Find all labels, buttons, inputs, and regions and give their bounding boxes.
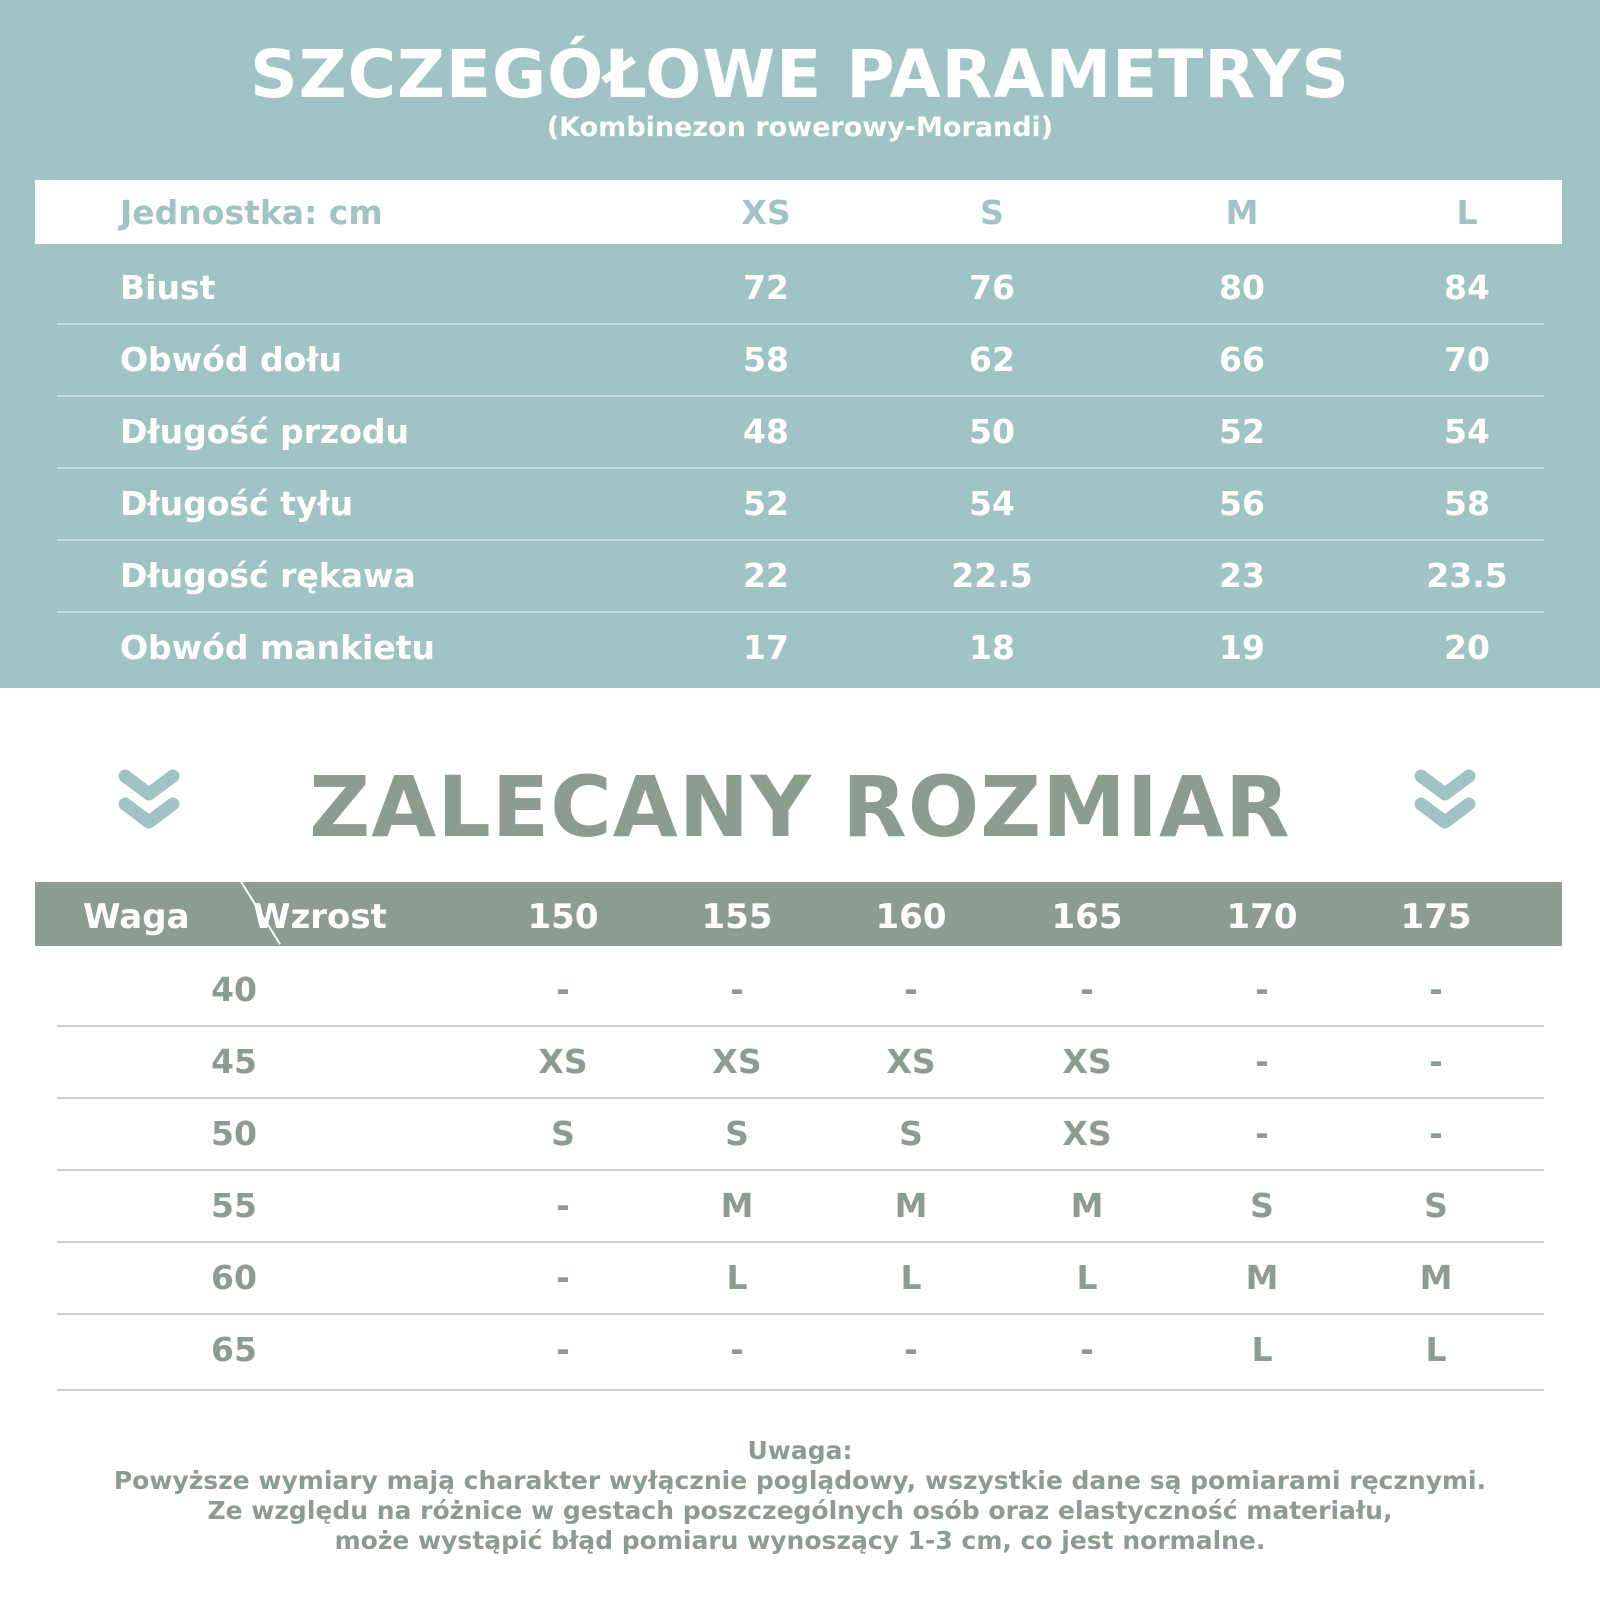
recommend-table-header [35,882,1562,946]
spec-row-label: Długość tyłu [120,484,354,523]
size-cell: - [556,1258,570,1297]
spec-value-cell: 54 [1444,412,1490,451]
size-cell: L [900,1258,922,1297]
size-cell: - [1255,1042,1269,1081]
unit-label: Jednostka: cm [120,193,383,232]
spec-value-cell: 22 [743,556,789,595]
size-cell: - [904,970,918,1009]
spec-row-label: Długość przodu [120,412,410,451]
height-header-175: 175 [1400,897,1472,937]
height-header-160: 160 [875,897,947,937]
size-cell: - [1429,1114,1443,1153]
size-cell: - [1429,970,1443,1009]
size-cell: L [726,1258,748,1297]
size-cell: S [899,1114,923,1153]
weight-cell: 65 [211,1330,257,1369]
size-cell: XS [886,1042,936,1081]
recommend-row [0,1170,1600,1242]
size-cell: XS [1062,1114,1112,1153]
spec-subtitle: (Kombinezon rowerowy-Morandi) [546,112,1054,143]
spec-row [0,612,1600,684]
size-cell: M [1245,1258,1279,1297]
spec-row [0,252,1600,324]
weight-label: Waga [83,897,190,937]
recommend-row [0,1026,1600,1098]
size-cell: L [1425,1330,1447,1369]
size-cell: - [1429,1042,1443,1081]
size-cell: M [720,1186,754,1225]
spec-value-cell: 52 [743,484,789,523]
spec-value-cell: 17 [743,628,789,667]
spec-row-label: Obwód mankietu [120,628,435,667]
spec-value-cell: 56 [1219,484,1265,523]
row-divider [57,1389,1544,1391]
spec-value-cell: 70 [1444,340,1490,379]
size-cell: - [1255,970,1269,1009]
size-cell: L [1076,1258,1098,1297]
size-cell: - [1255,1114,1269,1153]
height-header-170: 170 [1226,897,1298,937]
recommend-row [0,1098,1600,1170]
height-header-165: 165 [1051,897,1123,937]
spec-value-cell: 58 [1444,484,1490,523]
note [0,1436,1600,1556]
weight-cell: 60 [211,1258,257,1297]
spec-value-cell: 18 [969,628,1015,667]
height-header-150: 150 [527,897,599,937]
height-header-155: 155 [701,897,773,937]
spec-value-cell: 48 [743,412,789,451]
note-line-1: Powyższe wymiary mają charakter wyłącznie poglądowy, wszystkie dane są pomiarami ręcznymi. [113,1466,1487,1495]
spec-row [0,468,1600,540]
size-header-s: S [980,193,1004,232]
spec-value-cell: 62 [969,340,1015,379]
size-cell: - [730,1330,744,1369]
size-cell: - [730,970,744,1009]
weight-cell: 50 [211,1114,257,1153]
spec-value-cell: 20 [1444,628,1490,667]
spec-value-cell: 84 [1444,268,1490,307]
chevron-double-down-icon [1413,768,1477,834]
size-cell: - [904,1330,918,1369]
weight-cell: 55 [211,1186,257,1225]
size-cell: - [556,1330,570,1369]
spec-value-cell: 72 [743,268,789,307]
size-header-xs: XS [741,193,791,232]
size-cell: M [894,1186,928,1225]
spec-value-cell: 76 [969,268,1015,307]
spec-row-label: Biust [120,268,216,307]
size-cell: S [551,1114,575,1153]
recommend-row [0,1242,1600,1314]
spec-value-cell: 66 [1219,340,1265,379]
spec-row [0,540,1600,612]
note-line-2: Ze względu na różnice w gestach poszczególnych osób oraz elastyczność materiału, [207,1496,1393,1525]
spec-row-label: Długość rękawa [120,556,416,595]
spec-table-header [35,180,1562,244]
size-cell: XS [538,1042,588,1081]
spec-value-cell: 58 [743,340,789,379]
spec-row-label: Obwód dołu [120,340,342,379]
size-cell: XS [712,1042,762,1081]
spec-value-cell: 19 [1219,628,1265,667]
weight-cell: 40 [211,970,257,1009]
spec-value-cell: 52 [1219,412,1265,451]
spec-value-cell: 23.5 [1426,556,1508,595]
size-cell: - [1080,1330,1094,1369]
size-header-m: M [1225,193,1259,232]
spec-title: SZCZEGÓŁOWE PARAMETRYS [250,36,1350,113]
size-cell: - [1080,970,1094,1009]
size-header-l: L [1456,193,1478,232]
size-cell: XS [1062,1042,1112,1081]
spec-value-cell: 23 [1219,556,1265,595]
recommend-title: ZALECANY ROZMIAR [309,758,1291,856]
note-line-3: może wystąpić błąd pomiaru wynoszący 1-3 cm, co jest normalne. [334,1526,1266,1555]
spec-value-cell: 50 [969,412,1015,451]
recommend-row [0,954,1600,1026]
spec-value-cell: 22.5 [951,556,1033,595]
height-label: Wzrost [253,897,387,937]
size-cell: S [1424,1186,1448,1225]
spec-section [0,0,1600,688]
size-cell: M [1070,1186,1104,1225]
spec-value-cell: 80 [1219,268,1265,307]
size-cell: S [725,1114,749,1153]
size-cell: - [556,970,570,1009]
spec-value-cell: 54 [969,484,1015,523]
weight-cell: 45 [211,1042,257,1081]
spec-row [0,324,1600,396]
size-cell: S [1250,1186,1274,1225]
recommend-row [0,1314,1600,1386]
size-cell: L [1251,1330,1273,1369]
size-cell: - [556,1186,570,1225]
spec-row [0,396,1600,468]
note-heading: Uwaga: [747,1436,853,1465]
size-cell: M [1419,1258,1453,1297]
